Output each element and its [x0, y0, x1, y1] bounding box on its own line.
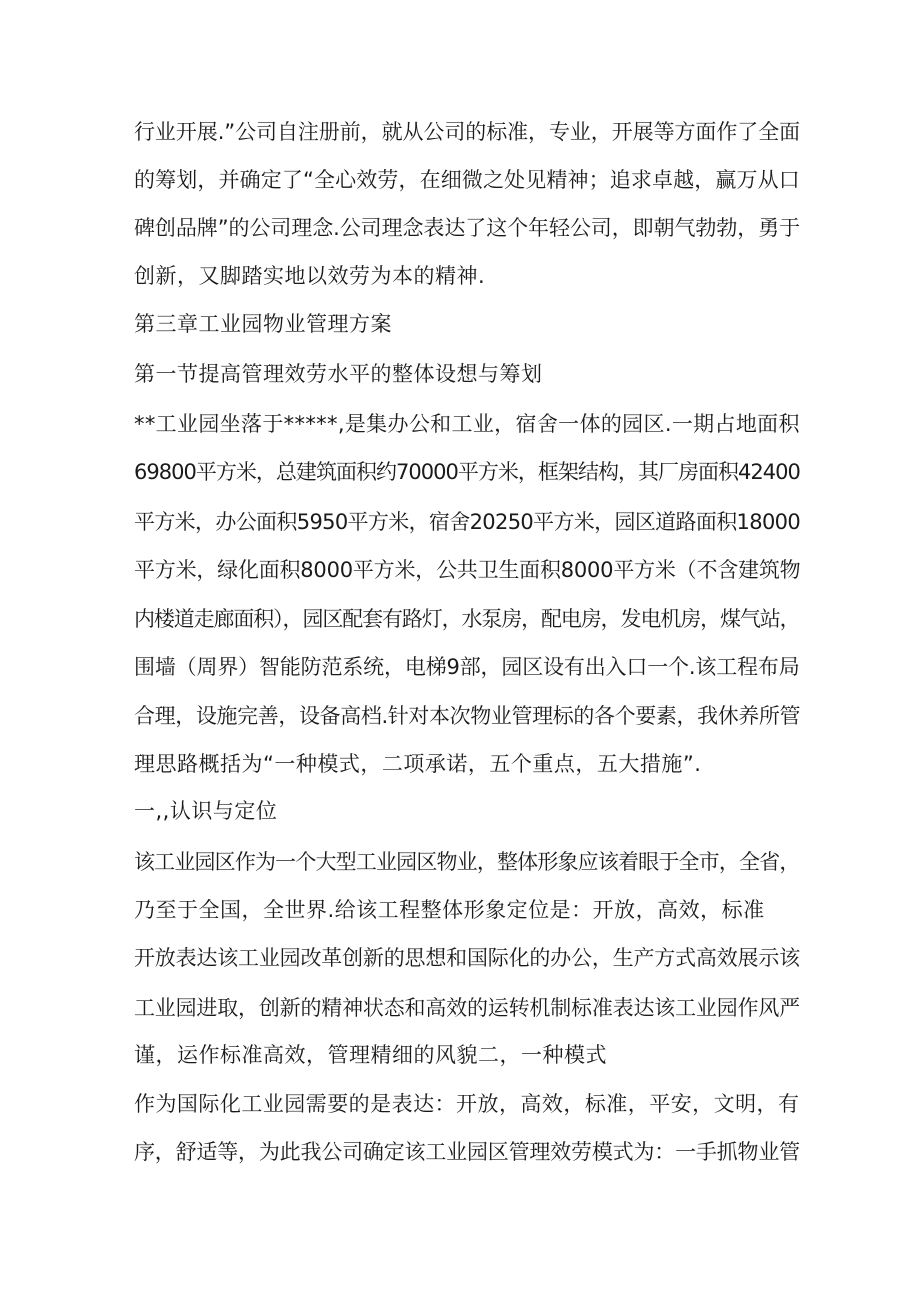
text-line: 内楼道走廊面积），园区配套有路灯，水泵房，配电房，发电机房，煤气站，: [134, 607, 800, 631]
text-line: 谨，运作标准高效，管理精细的风貌二，一种模式: [134, 1043, 607, 1067]
text-line: 行业开展.”公司自注册前，就从公司的标准，专业，开展等方面作了全面: [134, 120, 801, 144]
subheading: 一,,认识与定位: [134, 799, 278, 823]
text-line: 69800平方米，总建筑面积约70000平方米，框架结构，其厂房面积42400: [134, 460, 800, 484]
section-heading: 第一节提高管理效劳水平的整体设想与筹划: [134, 362, 543, 386]
chapter-heading: 第三章工业园物业管理方案: [134, 312, 392, 336]
text-line: 创新，又脚踏实地以效劳为本的精神.: [134, 264, 486, 288]
text-line: 工业园进取，创新的精神状态和高效的运转机制标准表达该工业园作风严: [134, 996, 800, 1020]
text-line: 围墙（周界）智能防范系统，电梯9部，园区设有出入口一个.该工程布局: [134, 655, 800, 679]
text-line: 乃至于全国，全世界.给该工程整体形象定位是：开放，高效，标准: [134, 898, 765, 922]
text-line: 碑创品牌”的公司理念.公司理念表达了这个年轻公司，即朝气勃勃，勇于: [134, 216, 801, 240]
text-line: 合理，设施完善，设备高档.针对本次物业管理标的各个要素，我休养所管: [134, 704, 801, 728]
text-line: **工业园坐落于*****,是集办公和工业，宿舍一体的园区.一期占地面积: [134, 412, 800, 436]
text-line: 平方米，办公面积5950平方米，宿舍20250平方米，园区道路面积18000: [134, 510, 801, 534]
text-line: 作为国际化工业园需要的是表达：开放，高效，标准，平安，文明，有: [134, 1092, 800, 1116]
text-line: 开放表达该工业园改革创新的思想和国际化的办公，生产方式高效展示该: [134, 946, 800, 970]
text-line: 该工业园区作为一个大型工业园区物业，整体形象应该着眼于全市，全省，: [134, 850, 800, 874]
text-line: 的筹划，并确定了“全心效劳，在细微之处见精神；追求卓越，赢万从口: [134, 168, 800, 192]
text-line: 平方米，绿化面积8000平方米，公共卫生面积8000平方米（不含建筑物: [134, 558, 801, 582]
text-line: 理思路概括为“一种模式，二项承诺，五个重点，五大措施”.: [134, 752, 702, 776]
text-line: 序，舒适等，为此我公司确定该工业园区管理效劳模式为：一手抓物业管: [134, 1140, 800, 1164]
